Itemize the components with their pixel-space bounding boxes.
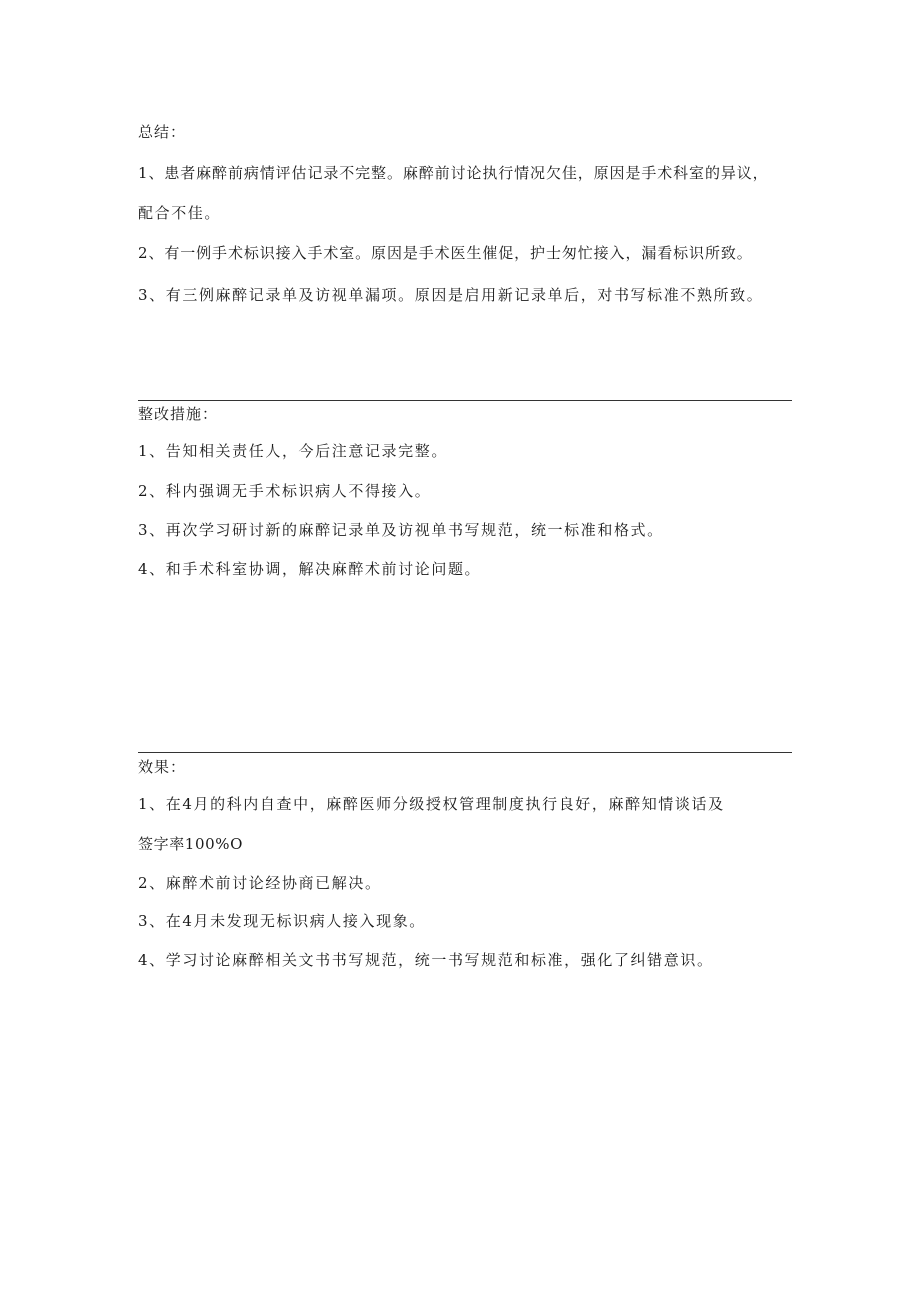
summary-item-continuation: 配合不佳。 bbox=[138, 204, 222, 222]
summary-item: 3、有三例麻醉记录单及访视单漏项。原因是启用新记录单后，对书写标准不熟所致。 bbox=[138, 286, 764, 304]
effects-item: 3、在4月未发现无标识病人接入现象。 bbox=[138, 912, 426, 930]
measures-item: 4、和手术科室协调，解决麻醉术前讨论问题。 bbox=[138, 560, 482, 578]
summary-heading: 总结： bbox=[138, 123, 187, 141]
effects-heading: 效果： bbox=[138, 758, 187, 776]
effects-divider bbox=[138, 752, 792, 753]
summary-item: 2、有一例手术标识接入手术室。原因是手术医生催促，护士匆忙接入，漏看标识所致。 bbox=[138, 244, 753, 262]
measures-divider bbox=[138, 400, 792, 401]
effects-section bbox=[138, 752, 792, 992]
measures-item: 1、告知相关责任人，今后注意记录完整。 bbox=[138, 442, 448, 460]
effects-item-continuation: 签字率100%O bbox=[138, 835, 243, 853]
effects-item: 1、在4月的科内自查中，麻醉医师分级授权管理制度执行良好，麻醉知情谈话及 bbox=[138, 795, 725, 813]
measures-item: 2、科内强调无手术标识病人不得接入。 bbox=[138, 482, 432, 500]
summary-section bbox=[138, 122, 792, 322]
measures-section bbox=[138, 400, 792, 600]
measures-heading: 整改措施： bbox=[138, 405, 219, 423]
summary-item: 1、患者麻醉前病情评估记录不完整。麻醉前讨论执行情况欠佳，原因是手术科室的异议， bbox=[138, 164, 769, 182]
effects-item: 4、学习讨论麻醉相关文书书写规范，统一书写规范和标准，强化了纠错意识。 bbox=[138, 951, 714, 969]
effects-item: 2、麻醉术前讨论经协商已解决。 bbox=[138, 874, 382, 892]
measures-item: 3、再次学习研讨新的麻醉记录单及访视单书写规范，统一标准和格式。 bbox=[138, 521, 664, 539]
